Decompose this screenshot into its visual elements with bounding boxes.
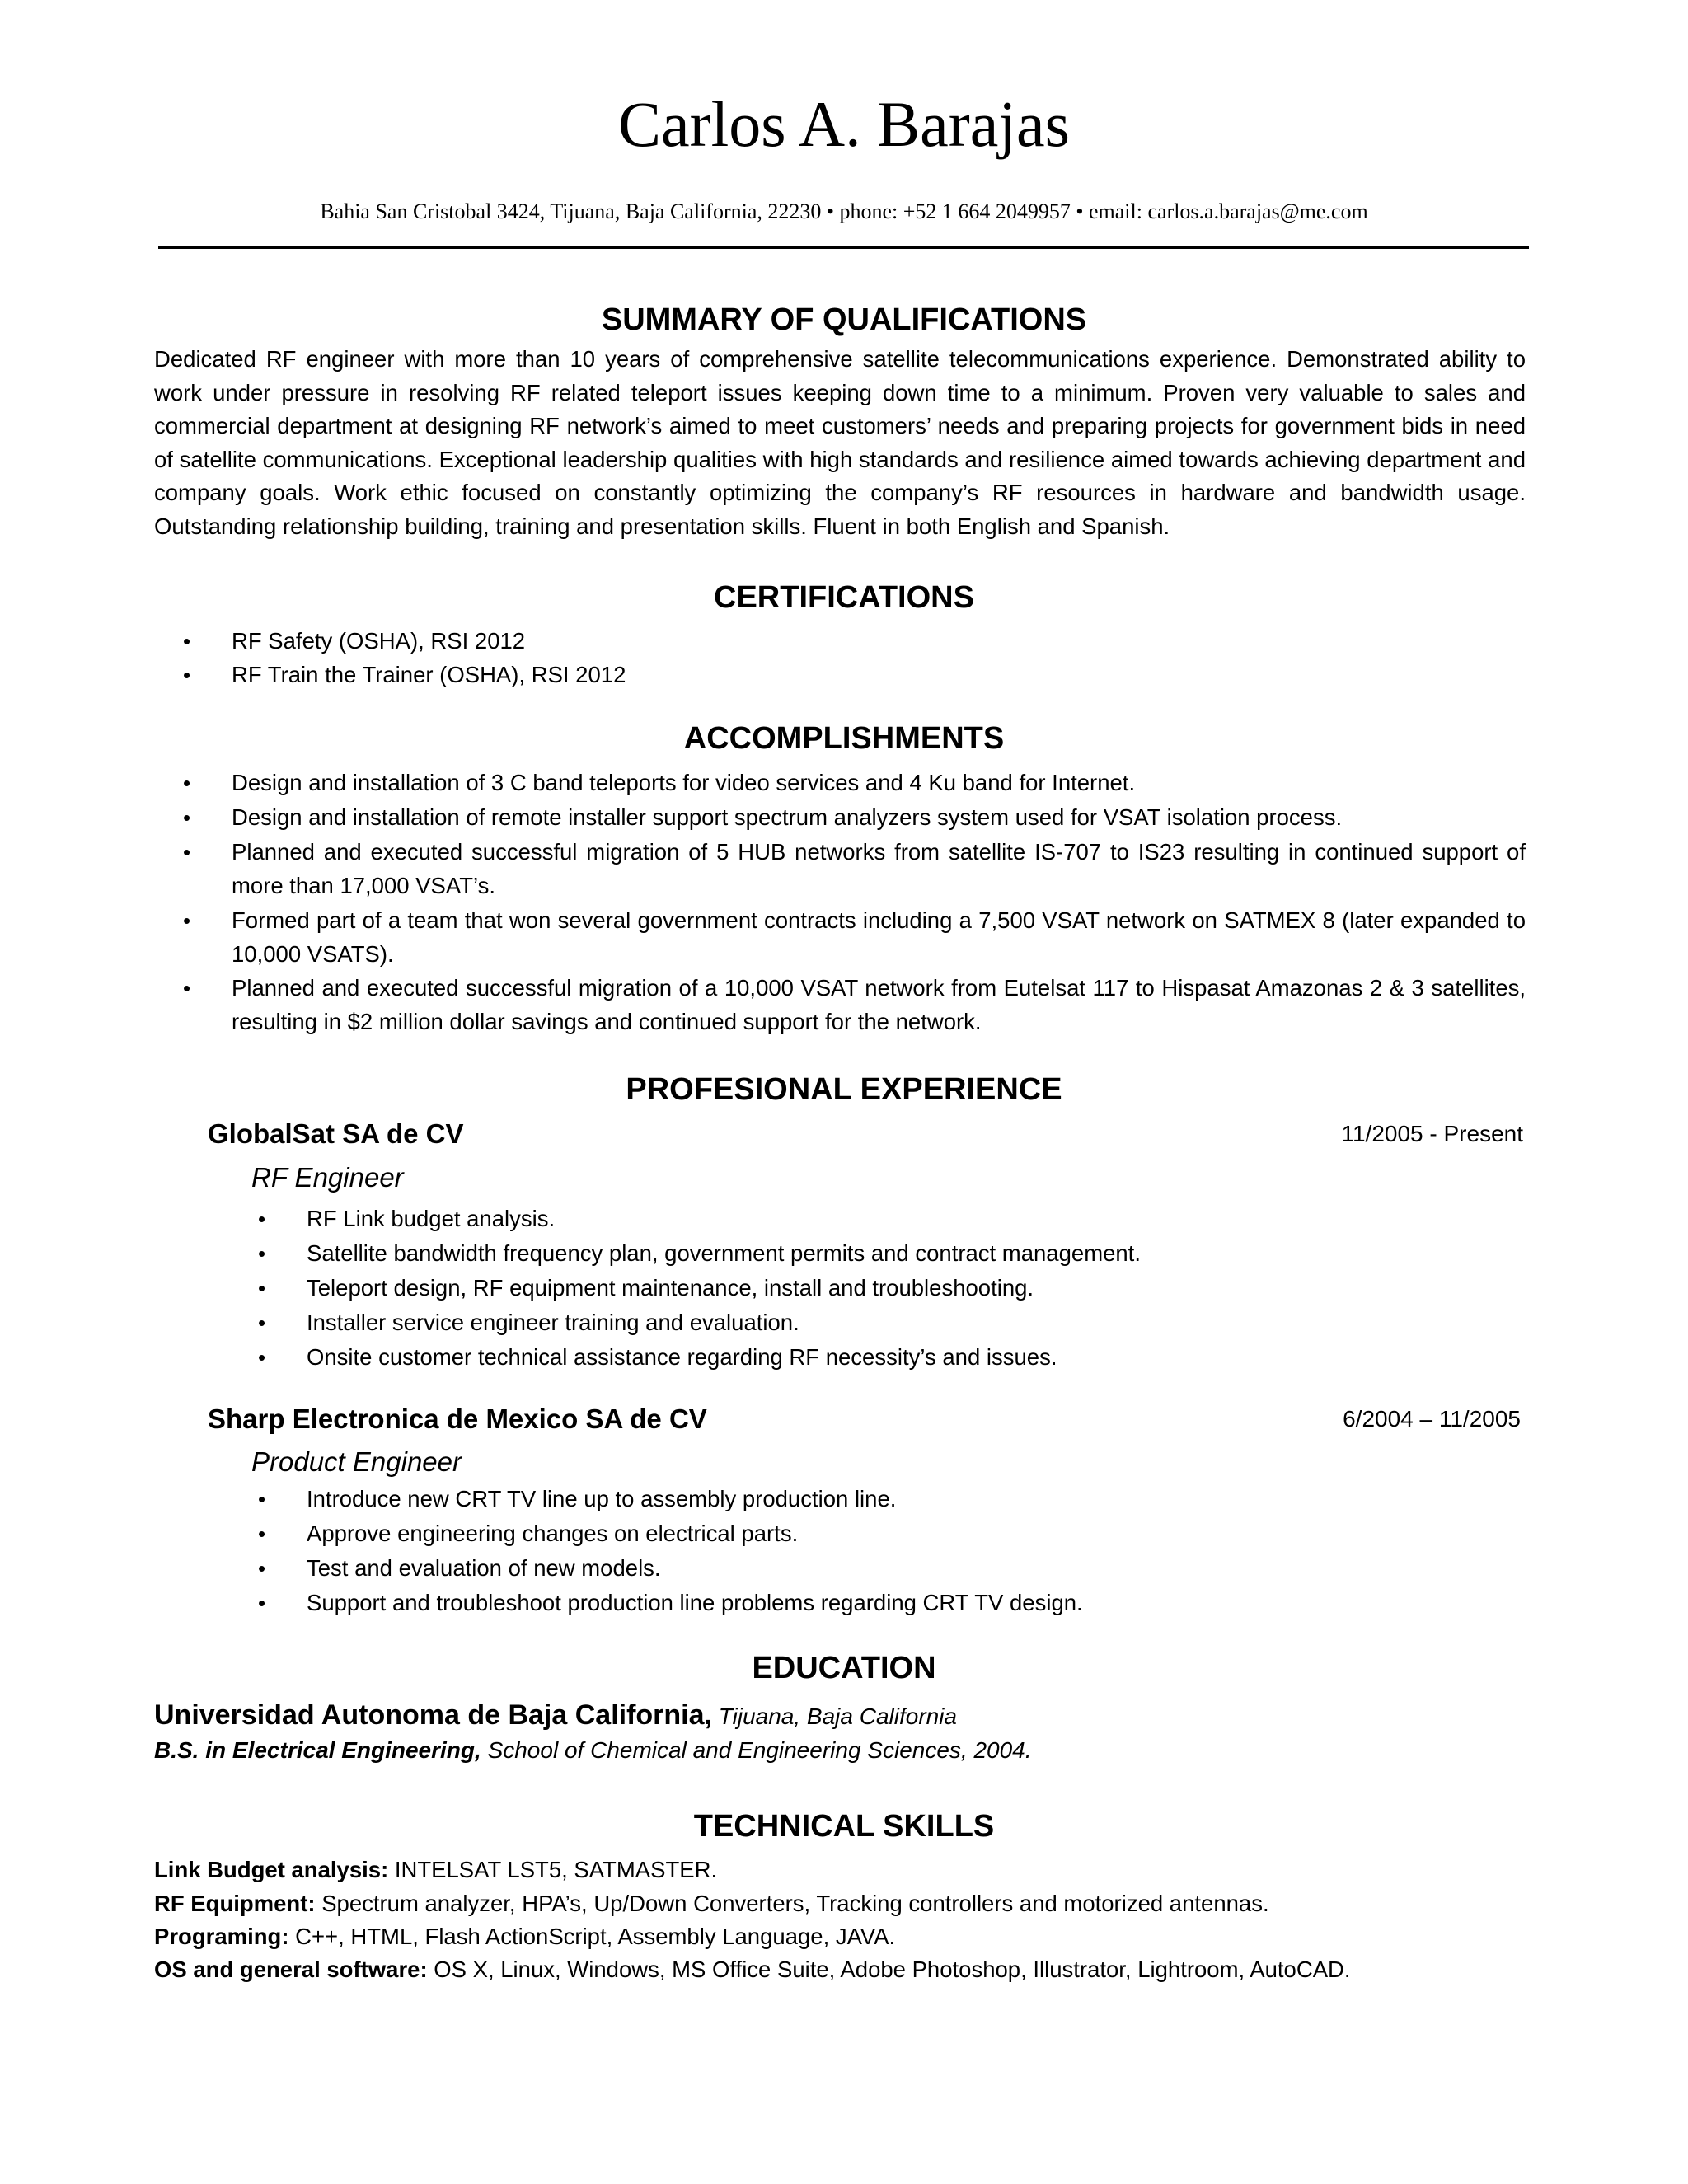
company-name: Sharp Electronica de Mexico SA de CV (208, 1404, 707, 1434)
education-degree-line (154, 1736, 1032, 1765)
skill-label: Link Budget analysis: (154, 1857, 389, 1882)
bullet-icon: • (258, 1556, 266, 1581)
education-school-line (154, 1699, 957, 1732)
job-duty: Onsite customer technical assistance regarding RF necessity’s and issues. (307, 1344, 1057, 1370)
job-duty: Installer service engineer training and evaluation. (307, 1310, 799, 1335)
bullet-icon: • (258, 1207, 266, 1231)
bullet-icon: • (258, 1241, 266, 1266)
summary-heading: SUMMARY OF QUALIFICATIONS (601, 302, 1087, 337)
bullet-icon: • (258, 1521, 266, 1546)
company-name: GlobalSat SA de CV (208, 1118, 464, 1149)
accomplishment-item: Design and installation of 3 C band teleports for video services and 4 Ku band for Internet. (232, 770, 1136, 795)
skill-value: Spectrum analyzer, HPA’s, Up/Down Converters, Tracking controllers and motorized antennas. (321, 1891, 1269, 1916)
contact-line: Bahia San Cristobal 3424, Tijuana, Baja California, 22230 • phone: +52 1 664 2049957 • email: carlos.a.barajas@me.com (320, 199, 1368, 223)
job-duty: RF Link budget analysis. (307, 1206, 556, 1231)
skill-label: Programing: (154, 1924, 289, 1949)
job-duty: Teleport design, RF equipment maintenance, install and troubleshooting. (307, 1275, 1034, 1301)
job-title: Product Engineer (251, 1446, 462, 1477)
job-duty: Introduce new CRT TV line up to assembly production line. (307, 1486, 897, 1511)
job-duty: Support and troubleshoot production line problems regarding CRT TV design. (307, 1590, 1083, 1615)
certification-item: RF Safety (OSHA), RSI 2012 (232, 628, 526, 654)
employment-dates: 11/2005 - Present (1341, 1121, 1523, 1146)
accomplishment-item: Formed part of a team that won several government contracts including a 7,500 VSAT network on SATMEX 8 (later expanded to 10,000 VSATS). (232, 907, 1526, 967)
school-location: Tijuana, Baja California (718, 1704, 958, 1729)
accomplishment-item: Design and installation of remote installer support spectrum analyzers system used for VSAT isolation process. (232, 804, 1343, 830)
bullet-icon: • (183, 629, 191, 654)
skill-row (154, 1890, 1269, 1917)
skill-value: INTELSAT LST5, SATMASTER. (394, 1857, 718, 1882)
certifications-heading: CERTIFICATIONS (714, 580, 974, 615)
bullet-icon: • (258, 1276, 266, 1301)
skill-row (154, 1923, 895, 1950)
resume-name: Carlos A. Barajas (617, 88, 1071, 160)
bullet-icon: • (183, 663, 191, 687)
header-divider (158, 246, 1529, 249)
accomplishment-item: Planned and executed successful migration of 5 HUB networks from satellite IS-707 to IS23 resulting in continued support of more than 17,000 VSAT’s. (232, 839, 1526, 898)
employment-dates: 6/2004 – 11/2005 (1343, 1406, 1521, 1432)
skills-heading: TECHNICAL SKILLS (693, 1809, 995, 1844)
bullet-icon: • (183, 805, 191, 830)
bullet-icon: • (183, 976, 191, 1001)
bullet-icon: • (183, 771, 191, 795)
school-name: Universidad Autonoma de Baja California, (154, 1699, 712, 1731)
skill-label: OS and general software: (154, 1957, 428, 1982)
bullet-icon: • (258, 1345, 266, 1370)
skill-label: RF Equipment: (154, 1891, 316, 1916)
bullet-icon: • (258, 1487, 266, 1511)
summary-text: Dedicated RF engineer with more than 10 years of comprehensive satellite telecommunications experience. Demonstrated ability to work under pressure in resolving RF related teleport issues keeping down time to a minimum. Proven very valuable to sales and commercial department at designing RF network’s aimed to meet customers’ needs and preparing projects for government bids in need of satellite communications. Exceptional leadership qualities with high standards and resilience aimed towards achieving department and company goals. Work ethic focused on constantly optimizing the company’s RF resources in hardware and bandwidth usage. Outstanding relationship building, training and presentation skills. Fluent in both English and Spanish. (154, 346, 1526, 539)
certification-item: RF Train the Trainer (OSHA), RSI 2012 (232, 662, 626, 687)
bullet-icon: • (258, 1310, 266, 1335)
experience-heading: PROFESIONAL EXPERIENCE (626, 1072, 1062, 1107)
bullet-icon: • (258, 1591, 266, 1615)
accomplishment-item: Planned and executed successful migration of a 10,000 VSAT network from Eutelsat 117 to Hispasat Amazonas 2 & 3 satellites, resulting in $2 million dollar savings and continued support for the network. (232, 975, 1526, 1034)
skill-value: OS X, Linux, Windows, MS Office Suite, Adobe Photoshop, Illustrator, Lightroom, AutoCAD. (434, 1957, 1351, 1982)
degree-details: School of Chemical and Engineering Sciences, 2004. (487, 1737, 1032, 1763)
accomplishments-heading: ACCOMPLISHMENTS (683, 721, 1005, 756)
job-duty: Test and evaluation of new models. (307, 1555, 661, 1581)
skill-row (154, 1856, 717, 1883)
bullet-icon: • (183, 908, 191, 933)
education-heading: EDUCATION (752, 1651, 936, 1685)
bullet-icon: • (183, 840, 191, 865)
skill-row (154, 1956, 1351, 1983)
skill-value: C++, HTML, Flash ActionScript, Assembly Language, JAVA. (295, 1924, 896, 1949)
job-duty: Satellite bandwidth frequency plan, government permits and contract management. (307, 1240, 1141, 1266)
job-duty: Approve engineering changes on electrical parts. (307, 1521, 799, 1546)
degree-name: B.S. in Electrical Engineering, (154, 1737, 481, 1763)
job-title: RF Engineer (251, 1162, 404, 1193)
